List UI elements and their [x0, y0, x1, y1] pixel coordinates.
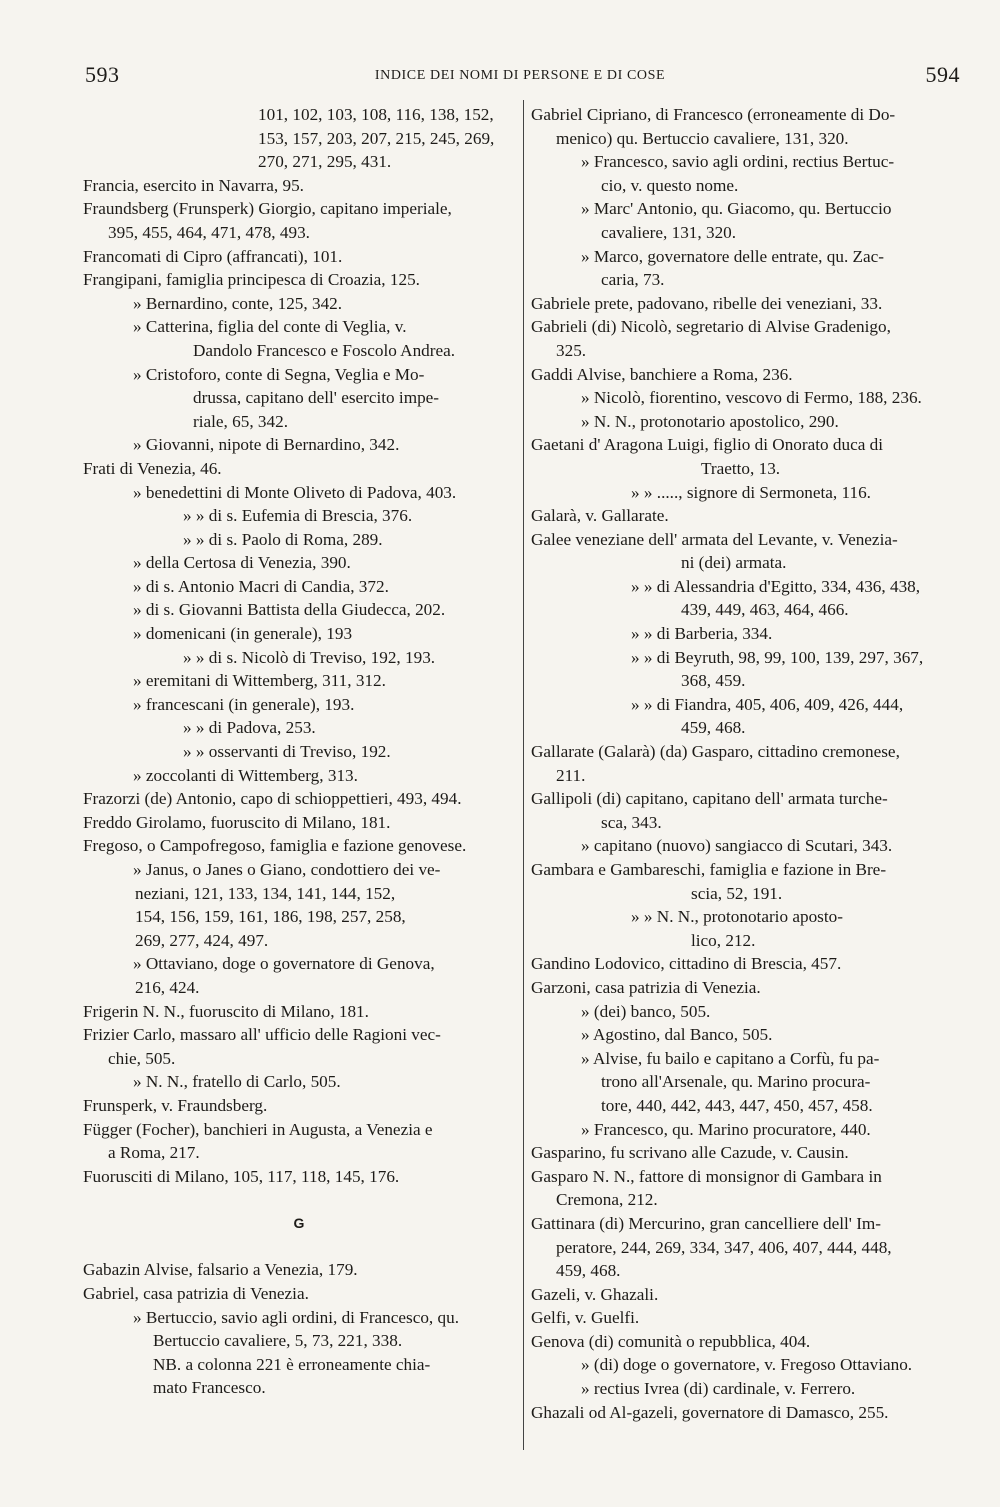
index-line: 439, 449, 463, 464, 466.: [681, 600, 849, 620]
index-line: Fraundsberg (Frunsperk) Giorgio, capitano imperiale,: [83, 199, 452, 219]
index-line: 154, 156, 159, 161, 186, 198, 257, 258,: [135, 907, 406, 927]
index-line: Gabrieli (di) Nicolò, segretario di Alvise Gradenigo,: [531, 317, 891, 337]
index-line: Francia, esercito in Navarra, 95.: [83, 175, 304, 195]
index-line: Gattinara (di) Mercurino, gran cancelliere dell' Im-: [531, 1213, 882, 1233]
index-line: » Francesco, qu. Marino procuratore, 440.: [581, 1119, 871, 1139]
index-line: Francomati di Cipro (affrancati), 101.: [83, 246, 343, 266]
index-line: Frigerin N. N., fuoruscito di Milano, 181.: [83, 1001, 369, 1021]
left-column: [83, 103, 515, 1400]
index-line: » capitano (nuovo) sangiacco di Scutari, 343.: [581, 836, 893, 856]
index-line: 459, 468.: [556, 1261, 621, 1281]
page-number-right: 594: [925, 62, 960, 87]
index-line: Gaetani d' Aragona Luigi, figlio di Onorato duca di: [531, 435, 884, 455]
index-line: Garzoni, casa patrizia di Venezia.: [531, 977, 761, 997]
index-line: cio, v. questo nome.: [601, 175, 739, 195]
index-line: » di s. Antonio Macri di Candia, 372.: [133, 576, 389, 596]
index-line: » » di s. Nicolò di Treviso, 192, 193.: [183, 647, 436, 667]
index-line: scia, 52, 191.: [691, 883, 783, 903]
index-line: » Francesco, savio agli ordini, rectius Bertuc-: [581, 152, 895, 172]
index-line: 216, 424.: [135, 977, 200, 997]
index-line: » » N. N., protonotario aposto-: [631, 907, 843, 927]
index-line: peratore, 244, 269, 334, 347, 406, 407, 444, 448,: [556, 1237, 892, 1257]
index-line: » rectius Ivrea (di) cardinale, v. Ferrero.: [581, 1379, 856, 1399]
index-line: » Marc' Antonio, qu. Giacomo, qu. Bertuccio: [581, 199, 892, 219]
index-line: Frunsperk, v. Fraundsberg.: [83, 1095, 268, 1115]
index-line: Traetto, 13.: [701, 458, 781, 478]
index-line: » francescani (in generale), 193.: [133, 694, 355, 714]
index-line: ni (dei) armata.: [681, 553, 787, 573]
index-line: lico, 212.: [691, 930, 756, 950]
index-line: » » osservanti di Treviso, 192.: [183, 742, 391, 762]
index-line: Freddo Girolamo, fuoruscito di Milano, 181.: [83, 812, 391, 832]
column-divider: [523, 100, 524, 1450]
running-title: INDICE DEI NOMI DI PERSONE E DI COSE: [374, 68, 666, 83]
index-line: NB. a colonna 221 è erroneamente chia-: [153, 1354, 431, 1374]
index-line: chie, 505.: [108, 1048, 176, 1068]
index-line: Gabriel Cipriano, di Francesco (erroneamente di Do-: [531, 105, 896, 124]
index-line: Gelfi, v. Guelfi.: [531, 1308, 640, 1328]
index-line: 101, 102, 103, 108, 116, 138, 152,: [258, 105, 494, 124]
index-line: cavaliere, 131, 320.: [601, 222, 737, 242]
index-line: » Catterina, figlia del conte di Veglia, v.: [133, 317, 407, 337]
index-line: » » di Alessandria d'Egitto, 334, 436, 438,: [631, 576, 921, 596]
index-line: 368, 459.: [681, 671, 746, 691]
index-line: » della Certosa di Venezia, 390.: [133, 553, 351, 573]
index-line: Gasparo N. N., fattore di monsignor di Gambara in: [531, 1166, 882, 1186]
index-line: Galarà, v. Gallarate.: [531, 506, 669, 526]
index-line: » (di) doge o governatore, v. Fregoso Ottaviano.: [581, 1355, 913, 1375]
index-line: » benedettini di Monte Oliveto di Padova, 403.: [133, 482, 457, 502]
index-line: Függer (Focher), banchieri in Augusta, a Venezia e: [83, 1119, 433, 1139]
index-line: Gallipoli (di) capitano, capitano dell' armata turche-: [531, 789, 888, 809]
index-line: » Ottaviano, doge o governatore di Genova,: [133, 954, 435, 974]
index-line: Fuorusciti di Milano, 105, 117, 118, 145, 176.: [83, 1166, 400, 1186]
index-line: Gaddi Alvise, banchiere a Roma, 236.: [531, 364, 793, 384]
section-letter-g: G: [293, 1215, 305, 1232]
index-line: caria, 73.: [601, 270, 665, 290]
index-line: » Cristoforo, conte di Segna, Veglia e Mo-: [133, 364, 425, 384]
index-line: mato Francesco.: [153, 1378, 266, 1398]
index-line: Galee veneziane dell' armata del Levante, v. Venezia-: [531, 529, 898, 549]
index-line: Bertuccio cavaliere, 5, 73, 221, 338.: [153, 1331, 403, 1351]
index-line: » eremitani di Wittemberg, 311, 312.: [133, 671, 386, 691]
index-line: Fregoso, o Campofregoso, famiglia e fazione genovese.: [83, 836, 467, 856]
index-line: Gabriel, casa patrizia di Venezia.: [83, 1283, 309, 1303]
index-line: Gandino Lodovico, cittadino di Brescia, 457.: [531, 954, 842, 974]
index-line: » Alvise, fu bailo e capitano a Corfù, fu pa-: [581, 1048, 880, 1068]
index-line: menico) qu. Bertuccio cavaliere, 131, 320.: [556, 128, 849, 148]
index-line: » domenicani (in generale), 193: [133, 624, 353, 644]
index-line: » di s. Giovanni Battista della Giudecca, 202.: [133, 600, 446, 620]
page-header: [80, 62, 960, 98]
index-line: Dandolo Francesco e Foscolo Andrea.: [193, 340, 456, 360]
index-line: » Janus, o Janes o Giano, condottiero dei ve-: [133, 860, 441, 879]
index-line: Frizier Carlo, massaro all' ufficio delle Ragioni vec-: [83, 1025, 441, 1045]
index-line: » » di Beyruth, 98, 99, 100, 139, 297, 367,: [631, 647, 924, 667]
left-entries-g: [83, 1258, 515, 1400]
index-line: » » di Fiandra, 405, 406, 409, 426, 444,: [631, 694, 904, 714]
index-line: Gasparino, fu scrivano alle Cazude, v. Causin.: [531, 1143, 849, 1163]
index-line: » Agostino, dal Banco, 505.: [581, 1025, 773, 1045]
index-line: tore, 440, 442, 443, 447, 450, 457, 458.: [601, 1095, 873, 1115]
index-line: » » di s. Eufemia di Brescia, 376.: [183, 506, 413, 526]
index-line: sca, 343.: [601, 812, 662, 832]
index-line: » N. N., fratello di Carlo, 505.: [133, 1072, 341, 1092]
index-line: riale, 65, 342.: [193, 411, 288, 431]
index-line: 395, 455, 464, 471, 478, 493.: [108, 222, 310, 242]
index-line: 325.: [556, 340, 587, 360]
index-line: » N. N., protonotario apostolico, 290.: [581, 411, 839, 431]
left-entries-f: [83, 103, 515, 1188]
index-line: 153, 157, 203, 207, 215, 245, 269,: [258, 128, 495, 148]
index-line: Ghazali od Al-gazeli, governatore di Damasco, 255.: [531, 1402, 889, 1422]
index-line: Gabazin Alvise, falsario a Venezia, 179.: [83, 1260, 358, 1280]
index-line: 459, 468.: [681, 718, 746, 738]
index-line: » » di Padova, 253.: [183, 718, 316, 738]
right-entries-g: [531, 103, 963, 1424]
page-number-left: 593: [85, 62, 120, 87]
index-line: » (dei) banco, 505.: [581, 1001, 711, 1021]
index-line: Gabriele prete, padovano, ribelle dei veneziani, 33.: [531, 293, 883, 313]
index-line: 211.: [556, 765, 586, 785]
index-line: Frati di Venezia, 46.: [83, 458, 222, 478]
index-line: » Bertuccio, savio agli ordini, di Francesco, qu.: [133, 1307, 460, 1327]
index-line: trono all'Arsenale, qu. Marino procura-: [601, 1072, 871, 1092]
index-line: 270, 271, 295, 431.: [258, 152, 392, 172]
index-line: drussa, capitano dell' esercito impe-: [193, 388, 440, 408]
index-line: » Giovanni, nipote di Bernardino, 342.: [133, 435, 400, 455]
index-line: Gambara e Gambareschi, famiglia e fazione in Bre-: [531, 860, 887, 879]
index-line: » » di Barberia, 334.: [631, 624, 773, 644]
right-column: [531, 103, 963, 1424]
index-line: a Roma, 217.: [108, 1143, 200, 1163]
index-line: Gazeli, v. Ghazali.: [531, 1284, 659, 1304]
index-line: Frazorzi (de) Antonio, capo di schioppettieri, 493, 494.: [83, 789, 462, 809]
index-line: neziani, 121, 133, 134, 141, 144, 152,: [135, 883, 396, 903]
index-line: Genova (di) comunità o repubblica, 404.: [531, 1331, 811, 1351]
index-line: Gallarate (Galarà) (da) Gasparo, cittadino cremonese,: [531, 742, 900, 762]
index-line: » Nicolò, fiorentino, vescovo di Fermo, 188, 236.: [581, 388, 922, 408]
index-line: » Bernardino, conte, 125, 342.: [133, 293, 343, 313]
index-line: » » di s. Paolo di Roma, 289.: [183, 529, 383, 549]
index-line: 269, 277, 424, 497.: [135, 930, 269, 950]
index-line: » » ....., signore di Sermoneta, 116.: [631, 482, 871, 502]
index-line: Frangipani, famiglia principesca di Croazia, 125.: [83, 270, 420, 290]
index-line: » Marco, governatore delle entrate, qu. Zac-: [581, 246, 885, 266]
index-line: Cremona, 212.: [556, 1190, 658, 1210]
index-line: » zoccolanti di Wittemberg, 313.: [133, 765, 358, 785]
